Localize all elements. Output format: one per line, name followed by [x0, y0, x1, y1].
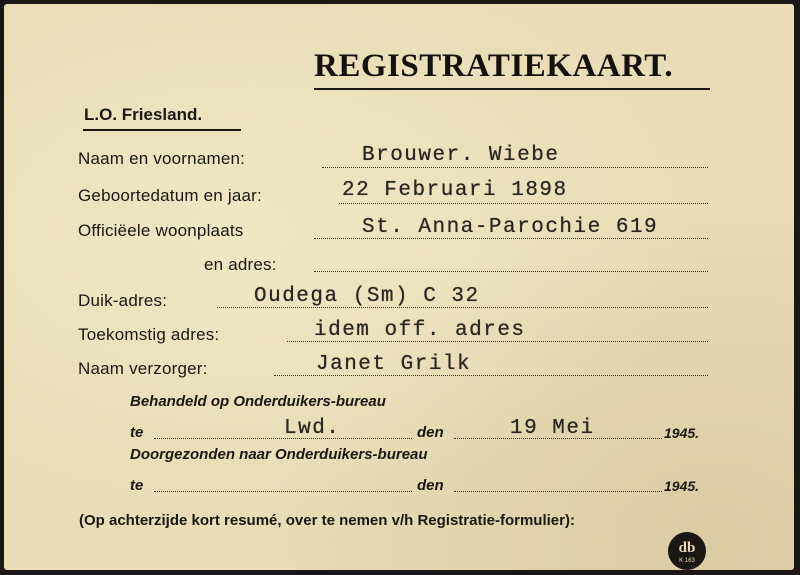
- caretaker-label: Naam verzorger:: [78, 359, 208, 378]
- residence-value: St. Anna-Parochie 619: [362, 216, 659, 239]
- footnote: (Op achterzijde kort resumé, over te nemen v/h Registratie-formulier):: [79, 512, 575, 529]
- caretaker-value: Janet Grilk: [316, 353, 472, 376]
- forwarded-place-dotted-line: [154, 491, 412, 492]
- handled-year: 1945.: [664, 425, 700, 441]
- hiding-address-label: Duik-adres:: [78, 291, 168, 310]
- birth-label: Geboortedatum en jaar:: [78, 186, 262, 205]
- address-dotted-line: [314, 271, 708, 272]
- handled-place-value: Lwd.: [284, 417, 341, 440]
- residence-label: Officiëele woonplaats: [78, 221, 244, 240]
- address-label: en adres:: [204, 255, 277, 274]
- printer-logo-code: K 163: [679, 558, 695, 564]
- hiding-address-value: Oudega (Sm) C 32: [254, 285, 480, 308]
- region-heading: L.O. Friesland.: [84, 105, 203, 124]
- handled-te-label: te: [130, 424, 144, 441]
- handled-den-label: den: [417, 424, 444, 441]
- forwarded-te-label: te: [130, 477, 144, 494]
- title-underline: [314, 88, 710, 90]
- card-title: REGISTRATIEKAART.: [314, 48, 674, 84]
- forwarded-year: 1945.: [664, 478, 700, 494]
- forwarded-heading: Doorgezonden naar Onderduikers-bureau: [130, 446, 428, 463]
- registration-card: [4, 4, 794, 570]
- name-dotted-line: [322, 167, 708, 168]
- region-underline: [83, 129, 241, 131]
- printer-logo: [668, 532, 706, 570]
- handled-date-value: 19 Mei: [510, 417, 595, 440]
- name-value: Brouwer. Wiebe: [362, 144, 560, 167]
- handled-heading: Behandeld op Onderduikers-bureau: [130, 393, 386, 410]
- printer-logo-mark: db: [678, 540, 696, 556]
- forwarded-date-dotted-line: [454, 491, 662, 492]
- handled-place-dotted-line: [154, 438, 412, 439]
- name-label: Naam en voornamen:: [78, 149, 246, 168]
- future-address-label: Toekomstig adres:: [78, 325, 220, 344]
- birth-dotted-line: [339, 203, 708, 204]
- birth-value: 22 Februari 1898: [342, 179, 568, 202]
- forwarded-den-label: den: [417, 477, 444, 494]
- future-address-value: idem off. adres: [314, 319, 526, 342]
